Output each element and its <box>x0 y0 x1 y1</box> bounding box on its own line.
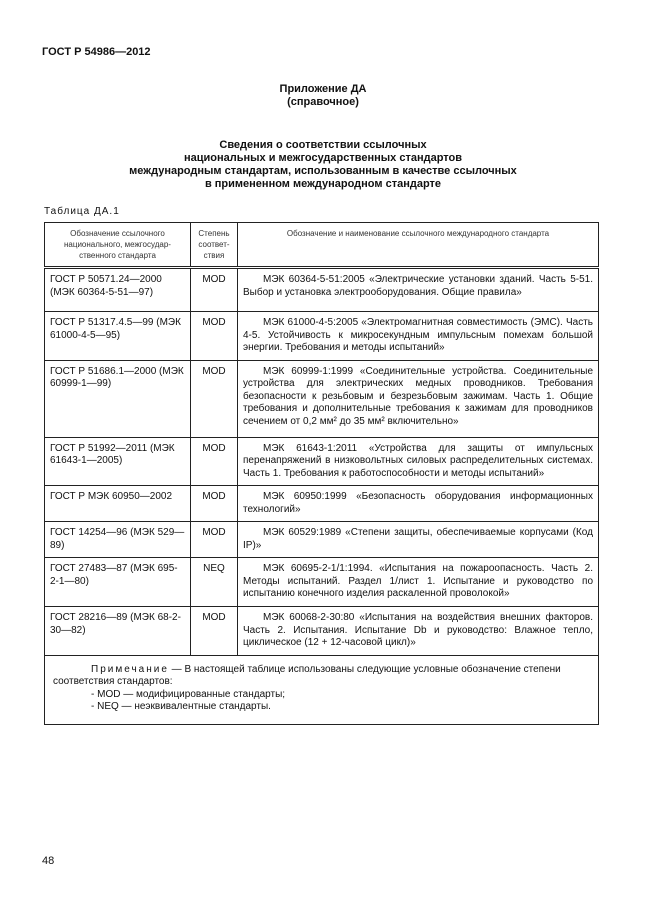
international-standard-text: МЭК 60068-2-30:80 «Испытания на воздействия внешних факторов. Часть 2. Испытания. Испытание Db и руководство: Влажное тепло, циклическое (12 + 12-часовой цикл)» <box>243 612 593 648</box>
table-label: Таблица ДА.1 <box>44 206 120 217</box>
section-heading <box>0 139 646 191</box>
table-row <box>45 558 599 607</box>
international-standard <box>238 607 599 656</box>
international-standard <box>238 268 599 312</box>
table-row <box>45 360 599 437</box>
national-standard: ГОСТ Р 51992—2011 (МЭК 61643-1—2005) <box>45 437 191 486</box>
national-standard: ГОСТ 27483—87 (МЭК 695-2-1—80) <box>45 558 191 607</box>
note-item: - NEQ — неэквивалентные стандарты. <box>91 701 271 712</box>
compliance-degree: MOD <box>191 522 238 558</box>
heading-line: международным стандартам, использованным в качестве ссылочных <box>129 165 517 177</box>
note-item: - MOD — модифицированные стандарты; <box>91 688 286 700</box>
column-header: Степень соответ-ствия <box>191 223 238 268</box>
international-standard-text: МЭК 61643-1:2011 «Устройства для защиты от импульсных перенапряжений в низковольтных силовых распределительных системах. Часть 1. Требования к работоспособности и методы испытаний» <box>243 442 593 479</box>
table-row <box>45 522 599 558</box>
compliance-degree: MOD <box>191 360 238 437</box>
note-row <box>45 655 599 724</box>
table-row <box>45 437 599 486</box>
national-standard: ГОСТ Р 51686.1—2000 (МЭК 60999-1—99) <box>45 360 191 437</box>
note-label: Примечание <box>91 663 169 675</box>
note-text: — В настоящей таблице использованы следующие условные обозначение степени соответствия стандартов: <box>53 663 561 687</box>
heading-line: в примененном международном стандарте <box>204 178 442 190</box>
compliance-degree: MOD <box>191 607 238 656</box>
appendix-label: Приложение ДА <box>279 83 367 95</box>
column-header: Обозначение и наименование ссылочного международного стандарта <box>238 223 599 268</box>
page-number: 48 <box>42 855 55 867</box>
table-note <box>45 655 599 724</box>
column-header: Обозначение ссылочного национального, межгосудар-ственного стандарта <box>45 223 191 268</box>
national-standard: ГОСТ Р 51317.4.5—99 (МЭК 61000-4-5—95) <box>45 312 191 361</box>
table-row <box>45 312 599 361</box>
compliance-degree: MOD <box>191 437 238 486</box>
compliance-degree: MOD <box>191 268 238 312</box>
table-row <box>45 268 599 312</box>
compliance-degree: MOD <box>191 312 238 361</box>
compliance-degree: NEQ <box>191 558 238 607</box>
international-standard-text: МЭК 60529:1989 «Степени защиты, обеспечиваемые корпусами (Код IP)» <box>243 527 593 551</box>
international-standard <box>238 486 599 522</box>
national-standard: ГОСТ 14254—96 (МЭК 529—89) <box>45 522 191 558</box>
national-standard: ГОСТ 28216—89 (МЭК 68-2-30—82) <box>45 607 191 656</box>
international-standard-text: МЭК 60364-5-51:2005 «Электрические установки зданий. Часть 5-51. Выбор и установка электрооборудования. Общие правила» <box>243 274 593 298</box>
international-standard <box>238 312 599 361</box>
national-standard: ГОСТ Р 50571.24—2000 (МЭК 60364-5-51—97) <box>45 268 191 312</box>
heading-line: национальных и межгосударственных стандартов <box>183 152 462 164</box>
international-standard-text: МЭК 60999-1:1999 «Соединительные устройства. Соединительные устройства для электрических медных проводников. Требования безопасности к резьбовым и безрезьбовым зажимам. Часть 1. Общие требования и дополнительные требования к зажимам для проводников сечением от 0,2 мм² до 35 мм² включительно» <box>243 365 593 427</box>
international-standard <box>238 437 599 486</box>
document-header: ГОСТ Р 54986—2012 <box>42 46 151 58</box>
international-standard <box>238 360 599 437</box>
international-standard <box>238 558 599 607</box>
table-row <box>45 607 599 656</box>
national-standard: ГОСТ Р МЭК 60950—2002 <box>45 486 191 522</box>
appendix-title <box>0 83 646 109</box>
heading-line: Сведения о соответствии ссылочных <box>219 139 427 151</box>
standards-table <box>44 222 599 725</box>
compliance-degree: MOD <box>191 486 238 522</box>
table-row <box>45 486 599 522</box>
international-standard-text: МЭК 60950:1999 «Безопасность оборудования информационных технологий» <box>243 491 593 515</box>
table-header-row <box>45 223 599 268</box>
international-standard-text: МЭК 61000-4-5:2005 «Электромагнитная совместимость (ЭМС). Часть 4-5. Устойчивость к микросекундным импульсным помехам большой энергии. Требования и методы испытаний» <box>243 317 593 353</box>
international-standard <box>238 522 599 558</box>
appendix-subtitle: (справочное) <box>287 96 359 108</box>
international-standard-text: МЭК 60695-2-1/1:1994. «Испытания на пожароопасность. Часть 2. Методы испытаний. Раздел 1/лист 1. Испытание и руководство по испытанию конечного изделия раскаленной проволокой» <box>243 563 593 599</box>
